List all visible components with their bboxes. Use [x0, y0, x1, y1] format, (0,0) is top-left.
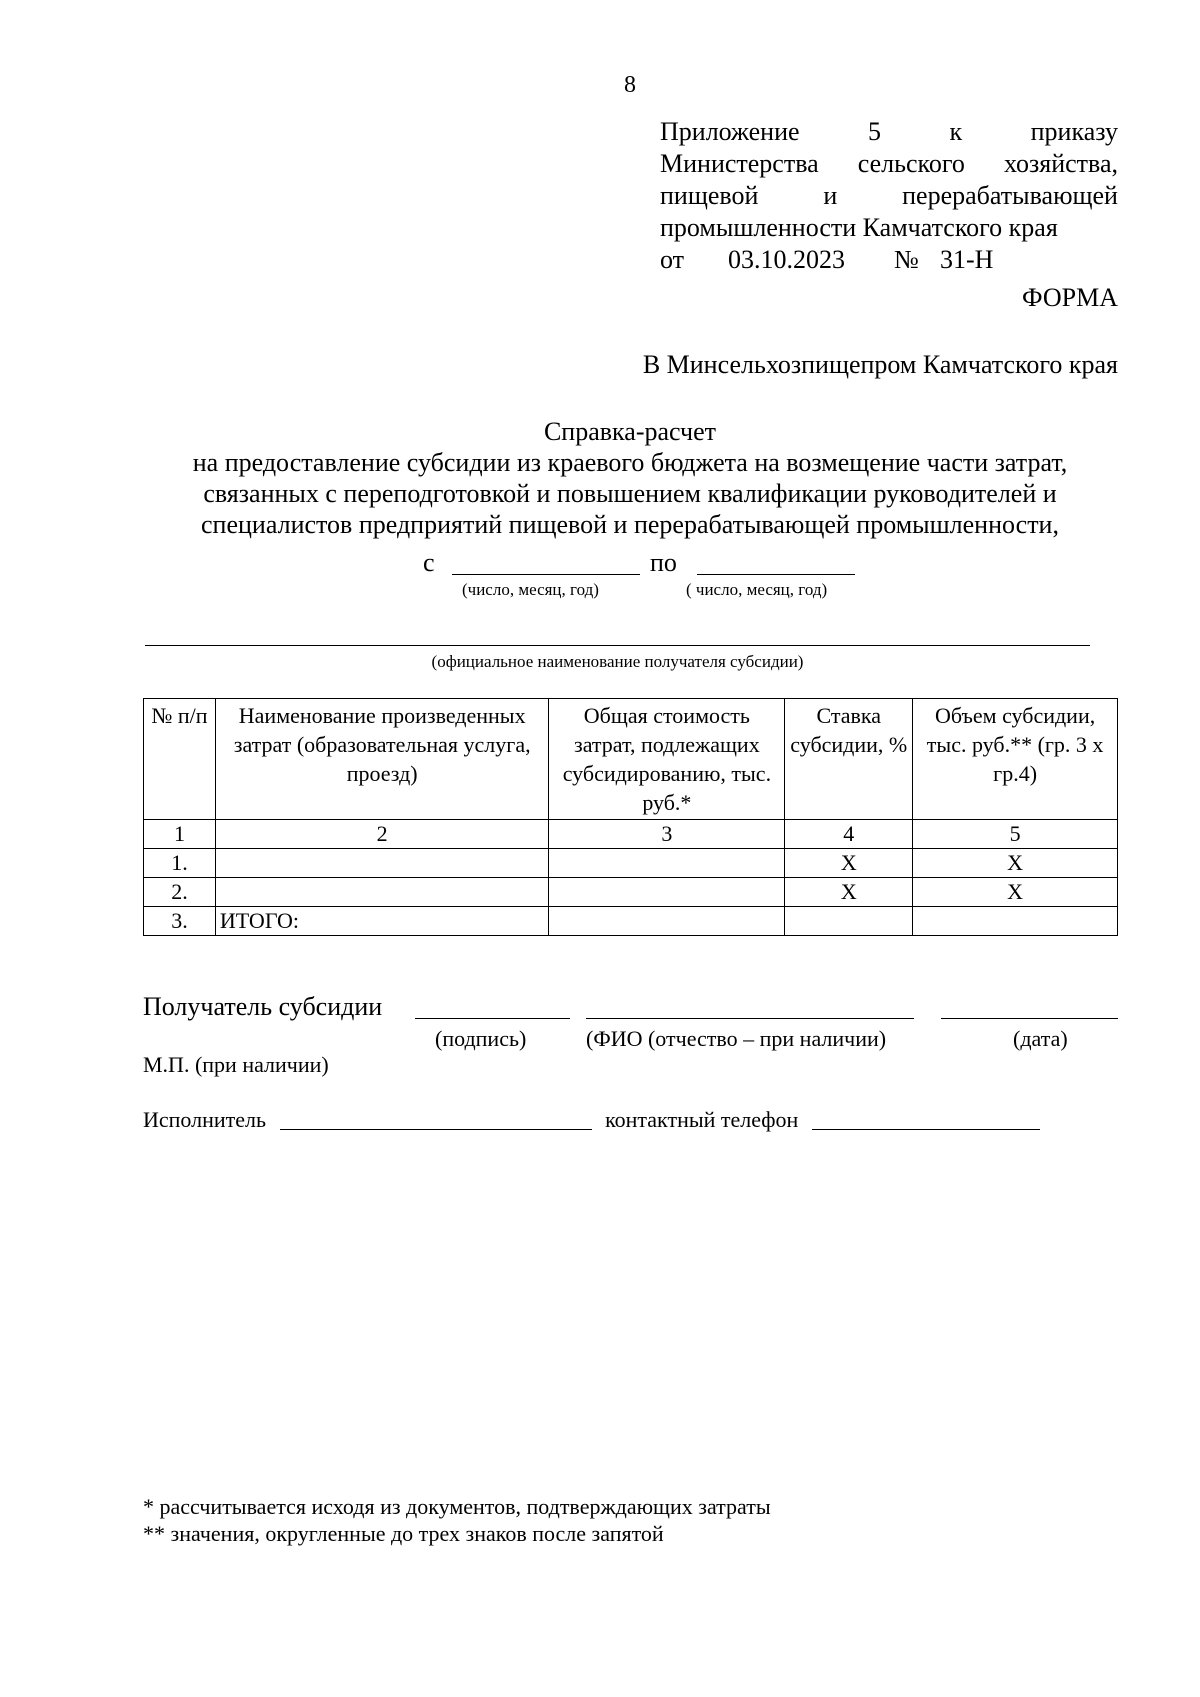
full-name-line[interactable] — [586, 1018, 914, 1019]
title-line-3: специалистов предприятий пищевой и перерабатывающей промышленности, — [201, 510, 1059, 539]
executor-line[interactable] — [280, 1129, 592, 1130]
footnote: ** значения, округленные до трех знаков после запятой — [143, 1521, 664, 1546]
period-to-line[interactable] — [697, 574, 855, 575]
subsidy-amount-cell: Х — [913, 878, 1118, 907]
appendix-word: Министерства — [660, 149, 819, 178]
appendix-word: Приложение — [660, 117, 800, 146]
form-label: ФОРМА — [1022, 283, 1118, 312]
appendix-word: пищевой — [660, 181, 759, 210]
table-row — [144, 849, 1118, 878]
total-cost-cell[interactable] — [549, 849, 785, 878]
rate-cell: Х — [785, 849, 913, 878]
document-title — [130, 416, 1130, 540]
column-number: 2 — [215, 820, 549, 849]
appendix-order-date — [660, 244, 1118, 276]
order-date: 03.10.2023 — [728, 245, 845, 274]
appendix-line-1 — [660, 116, 1118, 148]
column-number: 3 — [549, 820, 785, 849]
order-number: 31-Н — [940, 245, 994, 274]
title-heading: Справка-расчет — [543, 417, 717, 446]
date-line[interactable] — [941, 1018, 1118, 1019]
recipient-caption: (официальное наименование получателя субсидии) — [431, 652, 804, 671]
subsidy-amount-cell: Х — [913, 849, 1118, 878]
column-number: 4 — [785, 820, 913, 849]
appendix-word: сельского — [857, 149, 965, 178]
period-from-caption: (число, месяц, год) — [462, 580, 599, 599]
appendix-word: приказу — [1030, 117, 1118, 146]
rate-cell[interactable] — [785, 907, 913, 936]
phone-label: контактный телефон — [605, 1107, 799, 1132]
appendix-word: 5 — [868, 117, 882, 146]
appendix-word: к — [949, 117, 963, 146]
header-cell: Общая стоимость затрат, подлежащих субсидированию, тыс. руб.* — [549, 699, 785, 820]
appendix-word: перерабатывающей — [902, 181, 1118, 210]
stamp-note: М.П. (при наличии) — [143, 1052, 329, 1077]
table-row-total — [144, 907, 1118, 936]
column-number: 1 — [144, 820, 216, 849]
appendix-line-2 — [660, 148, 1118, 180]
date-caption: (дата) — [1013, 1026, 1068, 1051]
period-to-caption: ( число, месяц, год) — [686, 580, 828, 599]
cost-name-cell[interactable] — [215, 849, 549, 878]
period-from-line[interactable] — [452, 574, 640, 575]
page-number: 8 — [624, 72, 636, 98]
recipient-signature-label: Получатель субсидии — [143, 992, 383, 1021]
cost-name-cell[interactable] — [215, 878, 549, 907]
calculation-table — [143, 698, 1118, 936]
header-cell: Ставка субсидии, % — [785, 699, 913, 820]
row-number: 3. — [144, 907, 216, 936]
title-line-1: на предоставление субсидии из краевого бюджета на возмещение части затрат, — [192, 448, 1068, 477]
total-cost-cell[interactable] — [549, 878, 785, 907]
total-label: ИТОГО: — [215, 907, 549, 936]
period-to-label: по — [650, 548, 677, 577]
appendix-word: и — [823, 181, 838, 210]
appendix-line-4: промышленности Камчатского края — [660, 213, 1058, 242]
table-header-row — [144, 699, 1118, 820]
executor-label: Исполнитель — [143, 1107, 267, 1132]
date-prefix: от — [660, 245, 685, 274]
signature-line[interactable] — [415, 1018, 570, 1019]
appendix-header — [660, 116, 1118, 276]
total-cost-cell[interactable] — [549, 907, 785, 936]
table-row — [144, 878, 1118, 907]
column-number: 5 — [913, 820, 1118, 849]
row-number: 2. — [144, 878, 216, 907]
appendix-line-3 — [660, 180, 1118, 212]
title-line-2: связанных с переподготовкой и повышением квалификации руководителей и — [203, 479, 1057, 508]
addressee: В Минсельхозпищепром Камчатского края — [642, 350, 1118, 379]
executor-row — [143, 1107, 1040, 1133]
appendix-word: хозяйства, — [1003, 149, 1118, 178]
number-sign: № — [894, 245, 919, 274]
row-number: 1. — [144, 849, 216, 878]
footnote: * рассчитывается исходя из документов, подтверждающих затраты — [143, 1494, 771, 1519]
header-cell: Наименование произведенных затрат (образовательная услуга, проезд) — [215, 699, 549, 820]
header-cell: Объем субсидии, тыс. руб.** (гр. 3 х гр.4) — [913, 699, 1118, 820]
signature-block — [143, 992, 1068, 1051]
subsidy-amount-cell[interactable] — [913, 907, 1118, 936]
header-cell: № п/п — [144, 699, 216, 820]
full-name-caption: (ФИО (отчество – при наличии) — [586, 1026, 887, 1051]
phone-line[interactable] — [812, 1129, 1040, 1130]
rate-cell: Х — [785, 878, 913, 907]
recipient-name-line[interactable] — [145, 645, 1090, 646]
column-number-row — [144, 820, 1118, 849]
signature-caption: (подпись) — [435, 1026, 527, 1051]
period-from-label: с — [423, 548, 435, 577]
footnotes — [143, 1493, 771, 1547]
